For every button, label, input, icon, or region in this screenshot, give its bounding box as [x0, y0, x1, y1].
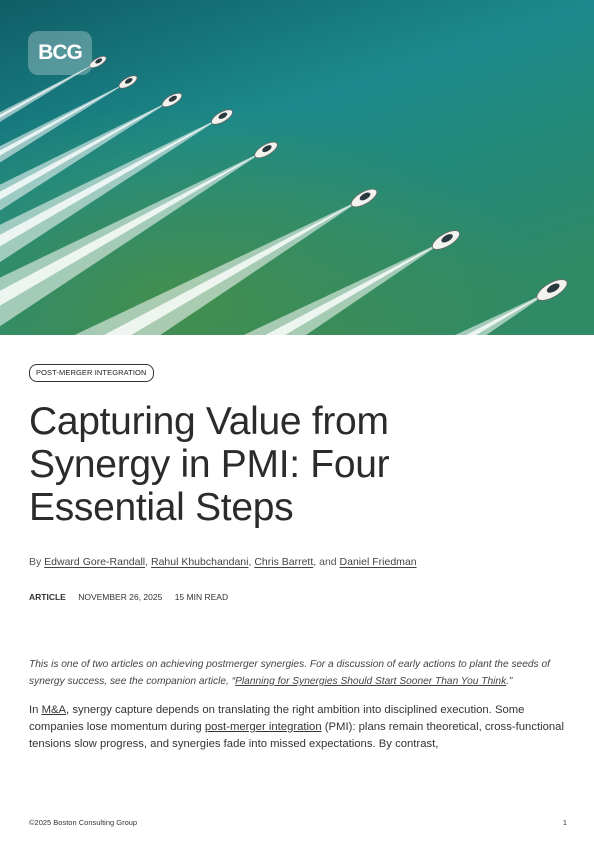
author-link-3[interactable]: Chris Barrett [254, 556, 314, 568]
page-title [29, 400, 509, 529]
article-meta [29, 592, 228, 602]
title-line-3: Essential Steps [29, 486, 294, 529]
read-time: 15 MIN READ [174, 592, 229, 602]
pmi-link[interactable]: post-merger integration [204, 721, 322, 733]
title-line-2: Synergy in PMI: Four [29, 443, 390, 486]
page-number: 1 [562, 818, 567, 827]
body-paragraph: In M&A, synergy capture depends on translating the right ambition into disciplined execution. Some companies lose momentum during post-merger integration (PMI): plans remain theoretical, cross-functional tensions slow progress, and synergies fade into missed expectations. By contrast, [29, 704, 564, 750]
author-link-4[interactable]: Daniel Friedman [339, 556, 417, 568]
hero-image [0, 0, 594, 335]
byline: By Edward Gore-Randall, Rahul Khubchandani, Chris Barrett, and Daniel Friedman [29, 556, 417, 568]
article-type: ARTICLE [29, 592, 66, 602]
footer-copyright: ©2025 Boston Consulting Group [29, 818, 138, 827]
intro-note: This is one of two articles on achieving postmerger synergies. For a discussion of early actions to plant the seeds of synergy success, see the companion article, “Planning for Synergies Should Start Sooner Than You Think.” [29, 659, 550, 687]
ma-link[interactable]: M&A [41, 704, 67, 716]
article-date: NOVEMBER 26, 2025 [78, 592, 163, 602]
byline-prefix: By [29, 556, 45, 568]
author-link-2[interactable]: Rahul Khubchandani [150, 556, 249, 568]
companion-article-link[interactable]: Planning for Synergies Should Start Sooner Than You Think [235, 676, 507, 687]
bcg-logo[interactable]: BCG [28, 31, 92, 75]
topic-tag[interactable]: POST-MERGER INTEGRATION [29, 364, 154, 382]
author-link-1[interactable]: Edward Gore-Randall [44, 556, 146, 568]
title-line-1: Capturing Value from [29, 400, 389, 443]
